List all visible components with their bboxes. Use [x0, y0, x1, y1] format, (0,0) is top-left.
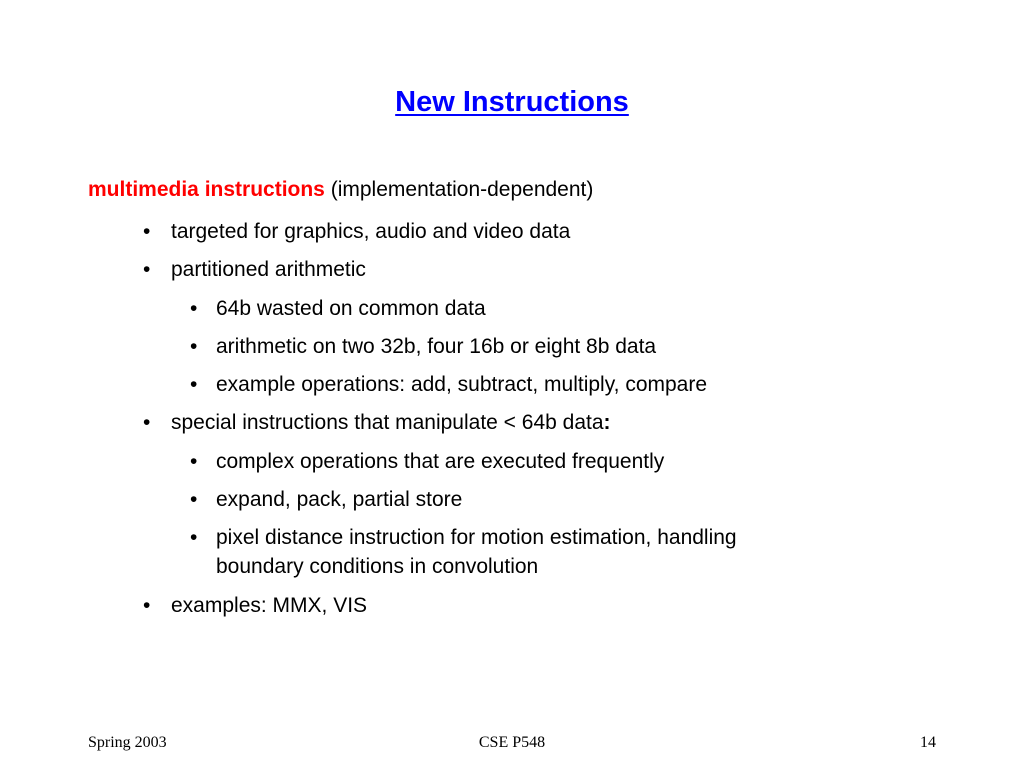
page-number: 14	[920, 734, 936, 751]
bullet-marker: •	[143, 220, 151, 243]
lead-line	[88, 178, 593, 202]
sub-bullet-item	[190, 485, 463, 514]
sub-bullet-item	[190, 294, 486, 323]
bullet-text: expand, pack, partial store	[216, 488, 463, 511]
sub-bullet-item	[190, 332, 657, 361]
lead-note: (implementation-dependent)	[330, 178, 594, 201]
bullet-item	[143, 408, 611, 437]
bullet-marker: •	[143, 258, 151, 281]
bullet-marker: •	[143, 411, 151, 434]
bullet-marker: •	[143, 594, 151, 617]
bullet-text: special instructions that manipulate < 64b data	[171, 411, 604, 434]
bullet-text: examples: MMX, VIS	[171, 594, 368, 617]
bullet-item	[143, 591, 368, 620]
footer-left: Spring 2003	[88, 734, 167, 751]
sub-bullet-item	[190, 523, 737, 581]
sub-bullet-item	[190, 370, 708, 399]
lead-term: multimedia instructions	[88, 178, 325, 201]
bullet-suffix: :	[603, 411, 611, 434]
bullet-marker: •	[190, 297, 198, 320]
bullet-item	[143, 217, 571, 246]
bullet-marker: •	[190, 335, 198, 358]
bullet-text: arithmetic on two 32b, four 16b or eight 8b data	[216, 335, 657, 358]
bullet-text: partitioned arithmetic	[171, 258, 366, 281]
slide-title: New Instructions	[395, 86, 629, 118]
bullet-marker: •	[190, 373, 198, 396]
bullet-continuation: boundary conditions in convolution	[216, 555, 539, 578]
bullet-item	[143, 255, 366, 284]
bullet-text: example operations: add, subtract, multiply, compare	[216, 373, 708, 396]
sub-bullet-item	[190, 447, 665, 476]
bullet-marker: •	[190, 526, 198, 549]
footer-center: CSE P548	[478, 734, 546, 751]
bullet-text: 64b wasted on common data	[216, 297, 486, 320]
bullet-text: complex operations that are executed frequently	[216, 450, 665, 473]
bullet-marker: •	[190, 488, 198, 511]
bullet-marker: •	[190, 450, 198, 473]
bullet-text: targeted for graphics, audio and video data	[171, 220, 571, 243]
bullet-text: pixel distance instruction for motion estimation, handling	[216, 526, 737, 549]
